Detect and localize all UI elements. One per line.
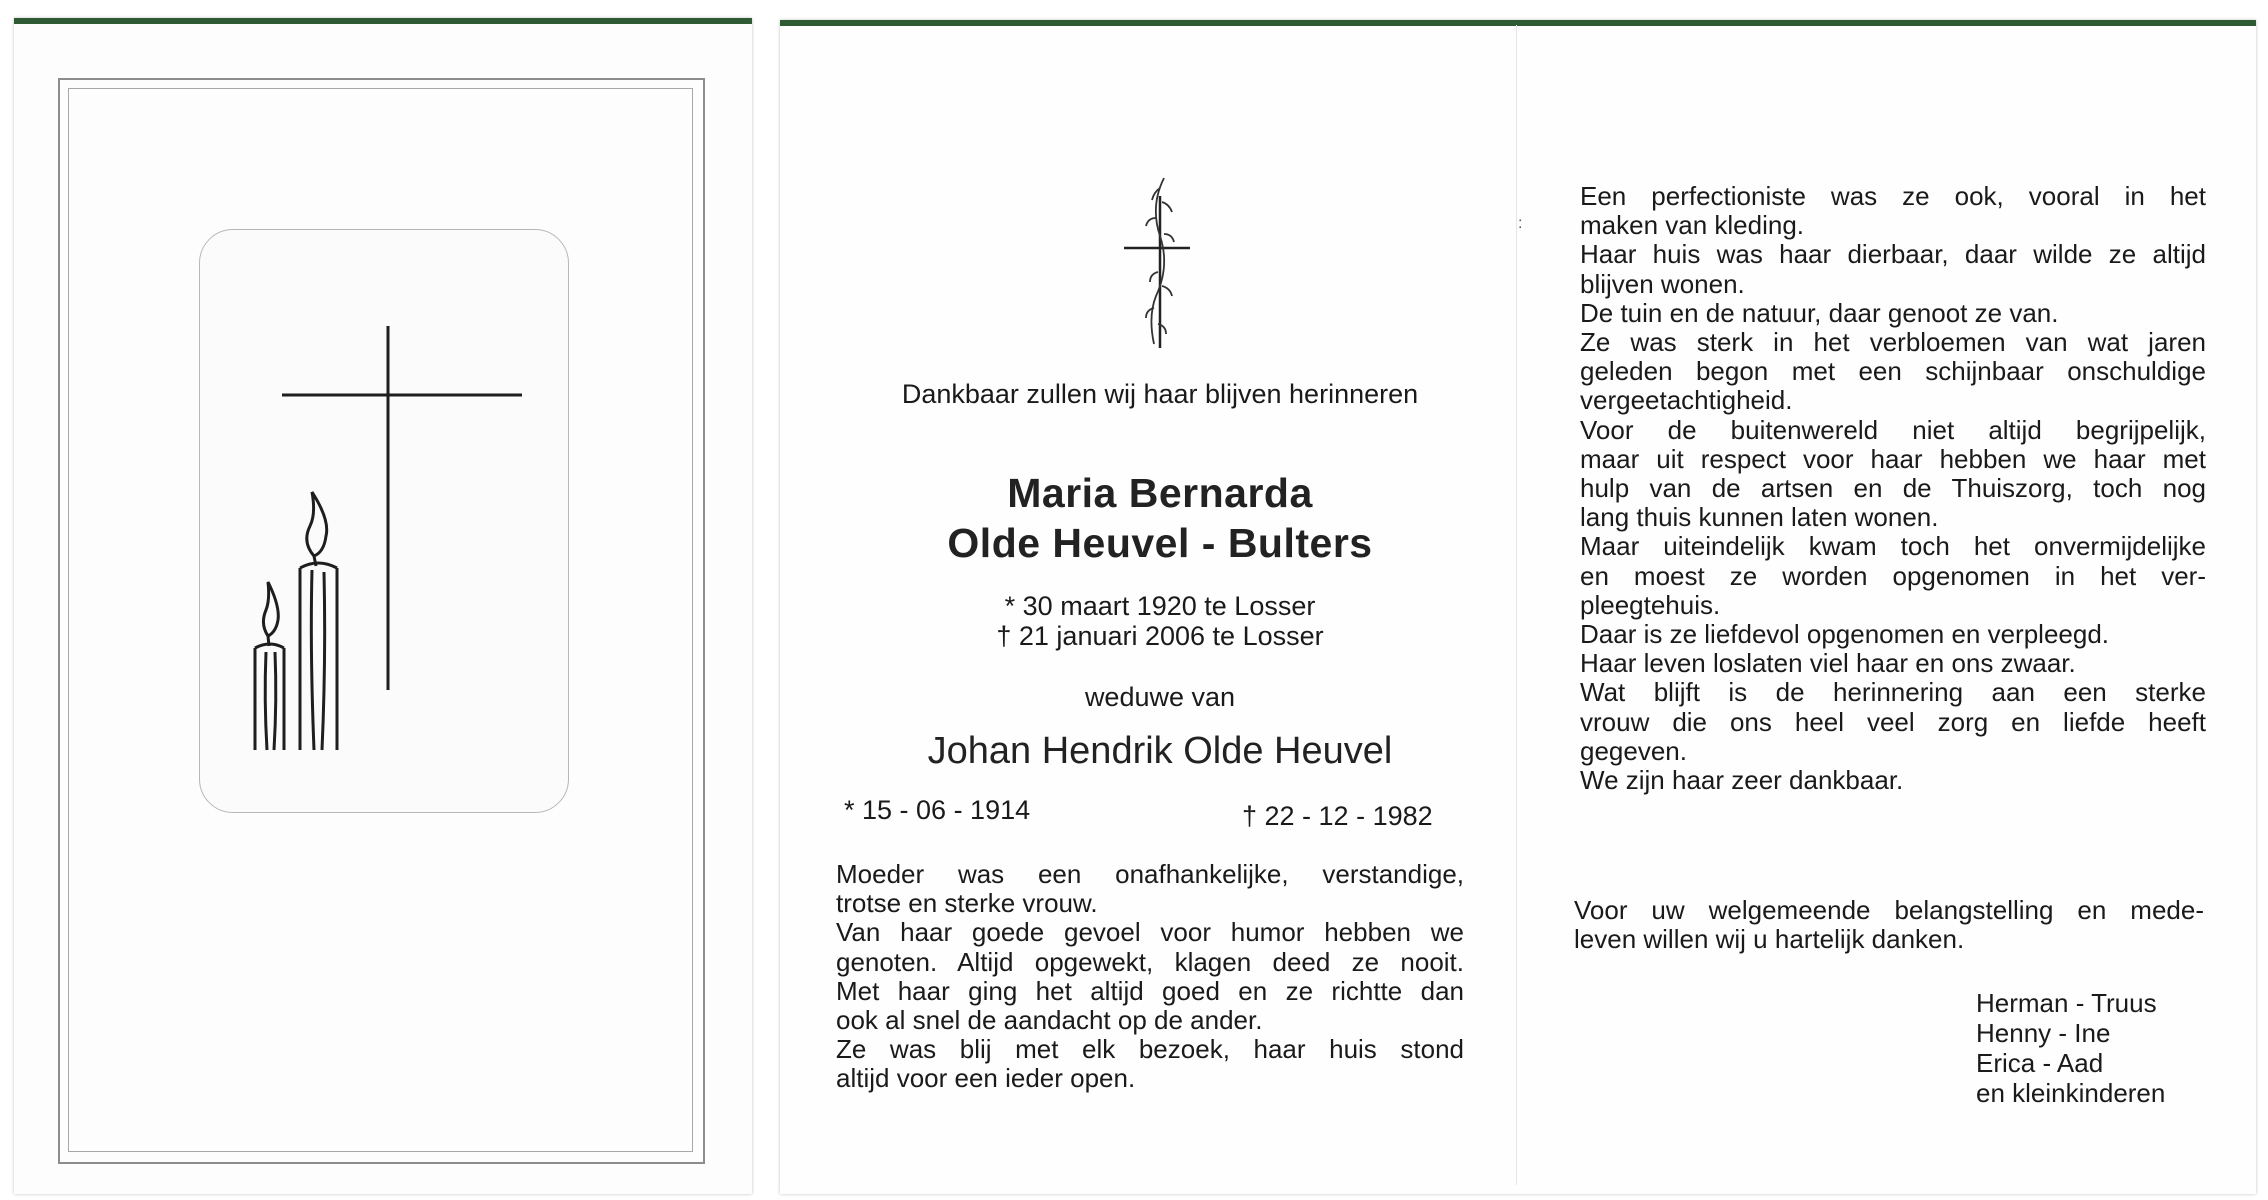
spouse-name: Johan Hendrik Olde Heuvel [927,730,1393,772]
thanks-text [1574,896,2204,954]
text-line: Van haar goede gevoel voor humor hebben we [836,917,1464,948]
deceased-name-last: Olde Heuvel - Bulters [947,520,1373,566]
spouse-death-date: † 22 - 12 - 1982 [1242,801,1433,831]
text-line: Een perfectioniste was ze ook, vooral in het [1580,181,2206,211]
text-line: We zijn haar zeer dankbaar. [1580,765,1904,796]
text-line: lang thuis kunnen laten wonen. [1580,502,1939,533]
signature-line: en kleinkinderen [1976,1078,2166,1108]
text-line: Voor de buitenwereld niet altijd begrijpelijk, [1580,414,2206,445]
memorial-line: Dankbaar zullen wij haar blijven herinneren [901,379,1419,409]
text-line: Ze was sterk in het verbloemen van wat jaren [1580,327,2206,358]
deceased-name-first: Maria Bernarda [1007,470,1313,516]
text-line: vergeetachtigheid. [1580,385,1793,416]
text-line: en moest ze worden opgenomen in het ver- [1580,560,2206,591]
text-line: altijd voor een ieder open. [836,1063,1136,1094]
stray-mark: : [1518,215,1523,232]
widow-of-label: weduwe van [1084,682,1236,712]
fold-line [1516,25,1517,1185]
text-line: maar uit respect voor haar hebben we haar met [1580,443,2206,474]
text-line: maken van kleding. [1580,210,1805,241]
text-line: blijven wonen. [1580,268,1745,299]
cover-card [14,18,752,1194]
signature-line: Erica - Aad [1976,1048,2104,1078]
text-line: Wat blijft is de herinnering aan een sterke [1580,677,2206,708]
death-date: † 21 januari 2006 te Losser [996,621,1324,651]
text-line: Moeder was een onafhankelijke, verstandige, [836,859,1464,889]
cross-and-candles-icon [200,230,568,812]
text-line: hulp van de artsen en de Thuiszorg, toch nog [1580,473,2206,504]
text-line: De tuin en de natuur, daar genoot ze van. [1580,297,2059,328]
text-line: geleden begon met een schijnbaar onschuldige [1580,356,2206,387]
text-line: Haar leven loslaten viel haar en ons zwaar. [1580,648,2076,679]
tribute-text-right [1580,182,2206,795]
text-line: genoten. Altijd opgewekt, klagen deed ze nooit. [836,946,1464,977]
signature-line: Henny - Ine [1976,1018,2111,1048]
text-line: pleegtehuis. [1580,589,1721,620]
text-line: leven willen wij u hartelijk danken. [1574,924,1965,955]
spouse-birth-date: * 15 - 06 - 1914 [844,795,1031,825]
birth-date: * 30 maart 1920 te Losser [1004,591,1316,621]
text-line: Voor uw welgemeende belangstelling en mede- [1574,895,2204,925]
text-line: trotse en sterke vrouw. [836,888,1098,919]
signatures [1976,988,2216,1108]
signature-line: Herman - Truus [1976,988,2157,1018]
text-line: Haar huis was haar dierbaar, daar wilde ze altijd [1580,239,2206,270]
cross-with-vine-icon [1120,176,1190,356]
text-line: ook al snel de aandacht op de ander. [836,1005,1263,1036]
text-line: vrouw die ons heel veel zorg en liefde heeft [1580,706,2206,737]
text-line: Daar is ze liefdevol opgenomen en verpleegd. [1580,619,2110,650]
cover-illustration-panel [199,229,569,813]
text-line: Met haar ging het altijd goed en ze richtte dan [836,975,1464,1006]
text-line: Maar uiteindelijk kwam toch het onvermijdelijke [1580,531,2206,562]
text-line: Ze was blij met elk bezoek, haar huis stond [836,1034,1464,1065]
text-line: gegeven. [1580,735,1687,766]
tribute-text-left [836,860,1464,1094]
